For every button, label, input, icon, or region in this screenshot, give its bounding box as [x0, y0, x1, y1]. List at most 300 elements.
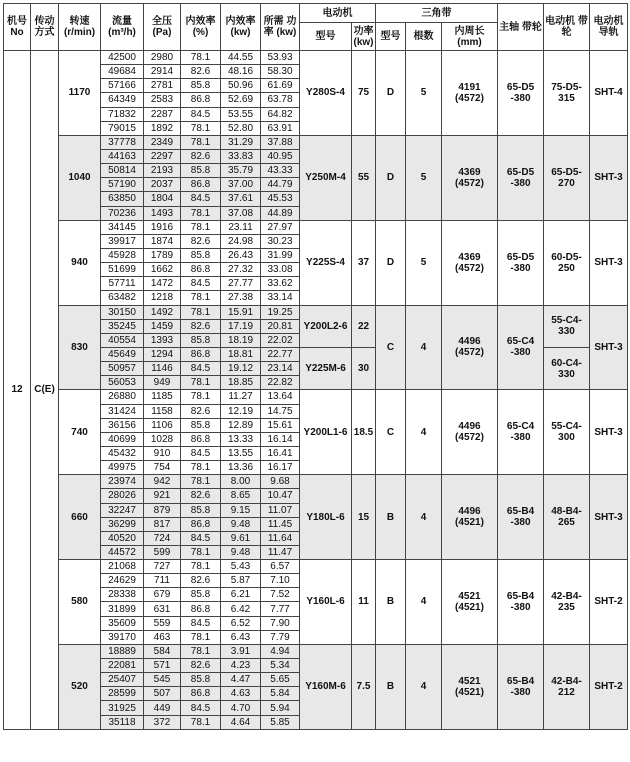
pressure-cell: 949	[144, 376, 181, 390]
flow-cell: 28026	[101, 489, 144, 503]
pressure-cell: 2781	[144, 79, 181, 93]
required-power-cell: 15.61	[261, 418, 300, 432]
internal-power-cell: 52.80	[221, 121, 261, 135]
required-power-cell: 6.57	[261, 560, 300, 574]
flow-cell: 39170	[101, 630, 144, 644]
table-row	[4, 135, 628, 149]
motor-power-cell: 37	[352, 220, 376, 305]
required-power-cell: 61.69	[261, 79, 300, 93]
required-power-cell: 43.33	[261, 164, 300, 178]
efficiency-cell: 86.8	[181, 432, 221, 446]
flow-cell: 51699	[101, 263, 144, 277]
required-power-cell: 5.34	[261, 659, 300, 673]
internal-power-cell: 4.23	[221, 659, 261, 673]
efficiency-cell: 84.5	[181, 192, 221, 206]
internal-power-cell: 52.69	[221, 93, 261, 107]
flow-cell: 22081	[101, 659, 144, 673]
efficiency-cell: 84.5	[181, 446, 221, 460]
flow-cell: 45649	[101, 347, 144, 361]
flow-cell: 44572	[101, 545, 144, 559]
shaft-pulley-cell: 65-B4 -380	[498, 644, 544, 729]
belt-type-cell: B	[376, 644, 406, 729]
required-power-cell: 16.17	[261, 461, 300, 475]
shaft-pulley-cell: 65-D5 -380	[498, 51, 544, 136]
pressure-cell: 1185	[144, 390, 181, 404]
belt-count-cell: 5	[406, 51, 442, 136]
pressure-cell: 559	[144, 616, 181, 630]
flow-cell: 31899	[101, 602, 144, 616]
efficiency-cell: 82.6	[181, 149, 221, 163]
efficiency-cell: 84.5	[181, 616, 221, 630]
shaft-pulley-cell: 65-D5 -380	[498, 135, 544, 220]
internal-power-cell: 53.55	[221, 107, 261, 121]
required-power-cell: 22.02	[261, 333, 300, 347]
motor-power-cell: 15	[352, 475, 376, 560]
motor-rail-cell: SHT-3	[590, 390, 628, 475]
motor-power-cell: 7.5	[352, 644, 376, 729]
flow-cell: 35118	[101, 715, 144, 729]
motor-rail-cell: SHT-3	[590, 305, 628, 390]
pressure-cell: 817	[144, 517, 181, 531]
flow-cell: 40699	[101, 432, 144, 446]
flow-cell: 71832	[101, 107, 144, 121]
internal-power-cell: 18.19	[221, 333, 261, 347]
speed-cell: 580	[59, 560, 101, 645]
internal-power-cell: 13.36	[221, 461, 261, 475]
belt-count-cell: 4	[406, 644, 442, 729]
pressure-cell: 711	[144, 574, 181, 588]
speed-cell: 740	[59, 390, 101, 475]
pressure-cell: 1874	[144, 234, 181, 248]
machine-number-cell: 12	[4, 51, 31, 730]
efficiency-cell: 86.8	[181, 347, 221, 361]
belt-type-cell: B	[376, 475, 406, 560]
required-power-cell: 37.88	[261, 135, 300, 149]
flow-cell: 35245	[101, 319, 144, 333]
motor-power-cell: 18.5	[352, 390, 376, 475]
flow-cell: 45432	[101, 446, 144, 460]
pressure-cell: 584	[144, 644, 181, 658]
belt-type-cell: B	[376, 560, 406, 645]
internal-power-cell: 9.61	[221, 531, 261, 545]
belt-length-cell: 4496 (4521)	[442, 475, 498, 560]
motor-rail-cell: SHT-3	[590, 135, 628, 220]
pressure-cell: 942	[144, 475, 181, 489]
belt-type-cell: D	[376, 220, 406, 305]
header-shaft-pulley: 主轴 带轮	[498, 4, 544, 51]
pressure-cell: 727	[144, 560, 181, 574]
pressure-cell: 1146	[144, 362, 181, 376]
fan-spec-sheet	[3, 3, 628, 730]
efficiency-cell: 86.8	[181, 602, 221, 616]
required-power-cell: 33.62	[261, 277, 300, 291]
efficiency-cell: 85.8	[181, 164, 221, 178]
efficiency-cell: 86.8	[181, 178, 221, 192]
drive-method-cell: C(E)	[31, 51, 59, 730]
motor-rail-cell: SHT-4	[590, 51, 628, 136]
shaft-pulley-cell: 65-C4 -380	[498, 390, 544, 475]
efficiency-cell: 85.8	[181, 503, 221, 517]
table-row	[4, 560, 628, 574]
required-power-cell: 53.93	[261, 51, 300, 65]
internal-power-cell: 19.12	[221, 362, 261, 376]
table-row	[4, 475, 628, 489]
pressure-cell: 1106	[144, 418, 181, 432]
efficiency-cell: 82.6	[181, 574, 221, 588]
internal-power-cell: 50.96	[221, 79, 261, 93]
flow-cell: 50814	[101, 164, 144, 178]
pressure-cell: 679	[144, 588, 181, 602]
motor-model-cell: Y250M-4	[300, 135, 352, 220]
motor-rail-cell: SHT-2	[590, 560, 628, 645]
required-power-cell: 45.53	[261, 192, 300, 206]
flow-cell: 40554	[101, 333, 144, 347]
efficiency-cell: 84.5	[181, 362, 221, 376]
required-power-cell: 20.81	[261, 319, 300, 333]
pressure-cell: 2583	[144, 93, 181, 107]
required-power-cell: 7.79	[261, 630, 300, 644]
motor-power-cell: 11	[352, 560, 376, 645]
efficiency-cell: 78.1	[181, 715, 221, 729]
required-power-cell: 14.75	[261, 404, 300, 418]
motor-rail-cell: SHT-2	[590, 644, 628, 729]
required-power-cell: 63.91	[261, 121, 300, 135]
flow-cell: 40520	[101, 531, 144, 545]
flow-cell: 36156	[101, 418, 144, 432]
pressure-cell: 631	[144, 602, 181, 616]
flow-cell: 21068	[101, 560, 144, 574]
flow-cell: 56053	[101, 376, 144, 390]
belt-type-cell: C	[376, 305, 406, 390]
required-power-cell: 31.99	[261, 248, 300, 262]
motor-model-cell: Y280S-4	[300, 51, 352, 136]
internal-power-cell: 27.32	[221, 263, 261, 277]
header-motor-model: 型号	[300, 23, 352, 51]
efficiency-cell: 86.8	[181, 687, 221, 701]
efficiency-cell: 82.6	[181, 489, 221, 503]
flow-cell: 30150	[101, 305, 144, 319]
motor-pulley-cell: 48-B4- 265	[544, 475, 590, 560]
header-belt-length: 内周长 (mm)	[442, 23, 498, 51]
internal-power-cell: 27.38	[221, 291, 261, 305]
header-machine-no: 机号 No	[4, 4, 31, 51]
motor-pulley-cell: 60-D5- 250	[544, 220, 590, 305]
fan-performance-table	[3, 3, 628, 730]
required-power-cell: 9.68	[261, 475, 300, 489]
required-power-cell: 22.77	[261, 347, 300, 361]
header-motor-rail: 电动机 导轨	[590, 4, 628, 51]
header-internal-efficiency: 内效率 (%)	[181, 4, 221, 51]
internal-power-cell: 12.19	[221, 404, 261, 418]
header-flow: 流量 (m³/h)	[101, 4, 144, 51]
table-row	[4, 51, 628, 65]
efficiency-cell: 78.1	[181, 206, 221, 220]
flow-cell: 63850	[101, 192, 144, 206]
belt-length-cell: 4369 (4572)	[442, 135, 498, 220]
pressure-cell: 1218	[144, 291, 181, 305]
motor-pulley-cell: 42-B4- 235	[544, 560, 590, 645]
pressure-cell: 571	[144, 659, 181, 673]
belt-count-cell: 5	[406, 135, 442, 220]
internal-power-cell: 6.21	[221, 588, 261, 602]
pressure-cell: 879	[144, 503, 181, 517]
pressure-cell: 1892	[144, 121, 181, 135]
flow-cell: 49684	[101, 65, 144, 79]
efficiency-cell: 78.1	[181, 390, 221, 404]
pressure-cell: 2193	[144, 164, 181, 178]
belt-type-cell: C	[376, 390, 406, 475]
efficiency-cell: 78.1	[181, 51, 221, 65]
internal-power-cell: 3.91	[221, 644, 261, 658]
efficiency-cell: 84.5	[181, 277, 221, 291]
motor-pulley-cell: 75-D5- 315	[544, 51, 590, 136]
pressure-cell: 1393	[144, 333, 181, 347]
motor-model-cell: Y200L1-6	[300, 390, 352, 475]
table-row	[4, 305, 628, 319]
required-power-cell: 19.25	[261, 305, 300, 319]
internal-power-cell: 15.91	[221, 305, 261, 319]
motor-model-cell: Y160L-6	[300, 560, 352, 645]
efficiency-cell: 78.1	[181, 291, 221, 305]
shaft-pulley-cell: 65-D5 -380	[498, 220, 544, 305]
flow-cell: 57166	[101, 79, 144, 93]
internal-power-cell: 13.55	[221, 446, 261, 460]
flow-cell: 28599	[101, 687, 144, 701]
internal-power-cell: 33.83	[221, 149, 261, 163]
pressure-cell: 1028	[144, 432, 181, 446]
required-power-cell: 44.79	[261, 178, 300, 192]
internal-power-cell: 8.65	[221, 489, 261, 503]
efficiency-cell: 84.5	[181, 701, 221, 715]
belt-count-cell: 4	[406, 560, 442, 645]
motor-power-cell: 55	[352, 135, 376, 220]
internal-power-cell: 8.00	[221, 475, 261, 489]
pressure-cell: 1492	[144, 305, 181, 319]
internal-power-cell: 6.43	[221, 630, 261, 644]
internal-power-cell: 4.70	[221, 701, 261, 715]
pressure-cell: 1459	[144, 319, 181, 333]
internal-power-cell: 13.33	[221, 432, 261, 446]
internal-power-cell: 24.98	[221, 234, 261, 248]
pressure-cell: 2349	[144, 135, 181, 149]
table-row	[4, 644, 628, 658]
flow-cell: 64349	[101, 93, 144, 107]
flow-cell: 36299	[101, 517, 144, 531]
belt-count-cell: 4	[406, 475, 442, 560]
internal-power-cell: 18.85	[221, 376, 261, 390]
required-power-cell: 10.47	[261, 489, 300, 503]
required-power-cell: 16.41	[261, 446, 300, 460]
efficiency-cell: 86.8	[181, 93, 221, 107]
required-power-cell: 7.90	[261, 616, 300, 630]
flow-cell: 35609	[101, 616, 144, 630]
required-power-cell: 5.65	[261, 673, 300, 687]
motor-pulley-cell: 65-D5- 270	[544, 135, 590, 220]
efficiency-cell: 78.1	[181, 461, 221, 475]
pressure-cell: 1493	[144, 206, 181, 220]
header-required-power: 所需 功率 (kw)	[261, 4, 300, 51]
header-belt-count: 根数	[406, 23, 442, 51]
pressure-cell: 2914	[144, 65, 181, 79]
required-power-cell: 16.14	[261, 432, 300, 446]
flow-cell: 32247	[101, 503, 144, 517]
internal-power-cell: 9.15	[221, 503, 261, 517]
internal-power-cell: 17.19	[221, 319, 261, 333]
internal-power-cell: 26.43	[221, 248, 261, 262]
required-power-cell: 40.95	[261, 149, 300, 163]
efficiency-cell: 78.1	[181, 121, 221, 135]
flow-cell: 70236	[101, 206, 144, 220]
pressure-cell: 449	[144, 701, 181, 715]
required-power-cell: 11.64	[261, 531, 300, 545]
internal-power-cell: 4.63	[221, 687, 261, 701]
table-row	[4, 220, 628, 234]
efficiency-cell: 85.8	[181, 588, 221, 602]
required-power-cell: 5.94	[261, 701, 300, 715]
efficiency-cell: 78.1	[181, 560, 221, 574]
motor-pulley-cell: 55-C4- 330	[544, 305, 590, 347]
header-speed: 转速 (r/min)	[59, 4, 101, 51]
table-row	[4, 390, 628, 404]
pressure-cell: 545	[144, 673, 181, 687]
efficiency-cell: 78.1	[181, 305, 221, 319]
internal-power-cell: 35.79	[221, 164, 261, 178]
flow-cell: 31424	[101, 404, 144, 418]
required-power-cell: 44.89	[261, 206, 300, 220]
speed-cell: 830	[59, 305, 101, 390]
required-power-cell: 22.82	[261, 376, 300, 390]
required-power-cell: 13.64	[261, 390, 300, 404]
efficiency-cell: 84.5	[181, 107, 221, 121]
internal-power-cell: 5.43	[221, 560, 261, 574]
speed-cell: 940	[59, 220, 101, 305]
motor-power-cell: 75	[352, 51, 376, 136]
required-power-cell: 5.84	[261, 687, 300, 701]
flow-cell: 31925	[101, 701, 144, 715]
efficiency-cell: 85.8	[181, 248, 221, 262]
efficiency-cell: 82.6	[181, 659, 221, 673]
required-power-cell: 7.77	[261, 602, 300, 616]
internal-power-cell: 12.89	[221, 418, 261, 432]
internal-power-cell: 4.64	[221, 715, 261, 729]
motor-power-cell: 30	[352, 347, 376, 389]
required-power-cell: 33.08	[261, 263, 300, 277]
flow-cell: 39917	[101, 234, 144, 248]
belt-length-cell: 4521 (4521)	[442, 644, 498, 729]
efficiency-cell: 78.1	[181, 376, 221, 390]
flow-cell: 57190	[101, 178, 144, 192]
belt-type-cell: D	[376, 51, 406, 136]
motor-power-cell: 22	[352, 305, 376, 347]
internal-power-cell: 37.61	[221, 192, 261, 206]
efficiency-cell: 78.1	[181, 475, 221, 489]
header-motor-group: 电动机	[300, 4, 376, 23]
flow-cell: 28338	[101, 588, 144, 602]
header-pressure: 全压 (Pa)	[144, 4, 181, 51]
efficiency-cell: 82.6	[181, 404, 221, 418]
efficiency-cell: 85.8	[181, 333, 221, 347]
pressure-cell: 1662	[144, 263, 181, 277]
pressure-cell: 921	[144, 489, 181, 503]
required-power-cell: 27.97	[261, 220, 300, 234]
header-belt-type: 型号	[376, 23, 406, 51]
internal-power-cell: 6.42	[221, 602, 261, 616]
pressure-cell: 1804	[144, 192, 181, 206]
header-internal-power: 内效率 (kw)	[221, 4, 261, 51]
flow-cell: 45928	[101, 248, 144, 262]
motor-pulley-cell: 60-C4- 330	[544, 347, 590, 389]
pressure-cell: 910	[144, 446, 181, 460]
header-belt-group: 三角带	[376, 4, 498, 23]
efficiency-cell: 82.6	[181, 65, 221, 79]
internal-power-cell: 4.47	[221, 673, 261, 687]
internal-power-cell: 48.16	[221, 65, 261, 79]
belt-type-cell: D	[376, 135, 406, 220]
speed-cell: 520	[59, 644, 101, 729]
table-body	[4, 51, 628, 730]
pressure-cell: 724	[144, 531, 181, 545]
motor-rail-cell: SHT-3	[590, 475, 628, 560]
required-power-cell: 63.78	[261, 93, 300, 107]
internal-power-cell: 37.00	[221, 178, 261, 192]
internal-power-cell: 6.52	[221, 616, 261, 630]
flow-cell: 25407	[101, 673, 144, 687]
belt-count-cell: 4	[406, 305, 442, 390]
flow-cell: 24629	[101, 574, 144, 588]
belt-length-cell: 4496 (4572)	[442, 390, 498, 475]
required-power-cell: 11.07	[261, 503, 300, 517]
motor-pulley-cell: 42-B4- 212	[544, 644, 590, 729]
shaft-pulley-cell: 65-B4 -380	[498, 560, 544, 645]
required-power-cell: 5.85	[261, 715, 300, 729]
internal-power-cell: 31.29	[221, 135, 261, 149]
internal-power-cell: 5.87	[221, 574, 261, 588]
pressure-cell: 2037	[144, 178, 181, 192]
efficiency-cell: 78.1	[181, 220, 221, 234]
pressure-cell: 2297	[144, 149, 181, 163]
belt-count-cell: 4	[406, 390, 442, 475]
pressure-cell: 507	[144, 687, 181, 701]
efficiency-cell: 85.8	[181, 79, 221, 93]
pressure-cell: 599	[144, 545, 181, 559]
internal-power-cell: 11.27	[221, 390, 261, 404]
pressure-cell: 372	[144, 715, 181, 729]
required-power-cell: 58.30	[261, 65, 300, 79]
motor-model-cell: Y160M-6	[300, 644, 352, 729]
belt-length-cell: 4369 (4572)	[442, 220, 498, 305]
required-power-cell: 7.52	[261, 588, 300, 602]
pressure-cell: 754	[144, 461, 181, 475]
flow-cell: 37778	[101, 135, 144, 149]
required-power-cell: 30.23	[261, 234, 300, 248]
speed-cell: 660	[59, 475, 101, 560]
belt-count-cell: 5	[406, 220, 442, 305]
shaft-pulley-cell: 65-C4 -380	[498, 305, 544, 390]
flow-cell: 34145	[101, 220, 144, 234]
header-drive: 传动 方式	[31, 4, 59, 51]
pressure-cell: 1472	[144, 277, 181, 291]
flow-cell: 57711	[101, 277, 144, 291]
pressure-cell: 1916	[144, 220, 181, 234]
pressure-cell: 2287	[144, 107, 181, 121]
belt-length-cell: 4521 (4521)	[442, 560, 498, 645]
efficiency-cell: 85.8	[181, 418, 221, 432]
required-power-cell: 7.10	[261, 574, 300, 588]
motor-model-cell: Y180L-6	[300, 475, 352, 560]
efficiency-cell: 86.8	[181, 517, 221, 531]
efficiency-cell: 78.1	[181, 644, 221, 658]
header-motor-pulley: 电动机 带轮	[544, 4, 590, 51]
